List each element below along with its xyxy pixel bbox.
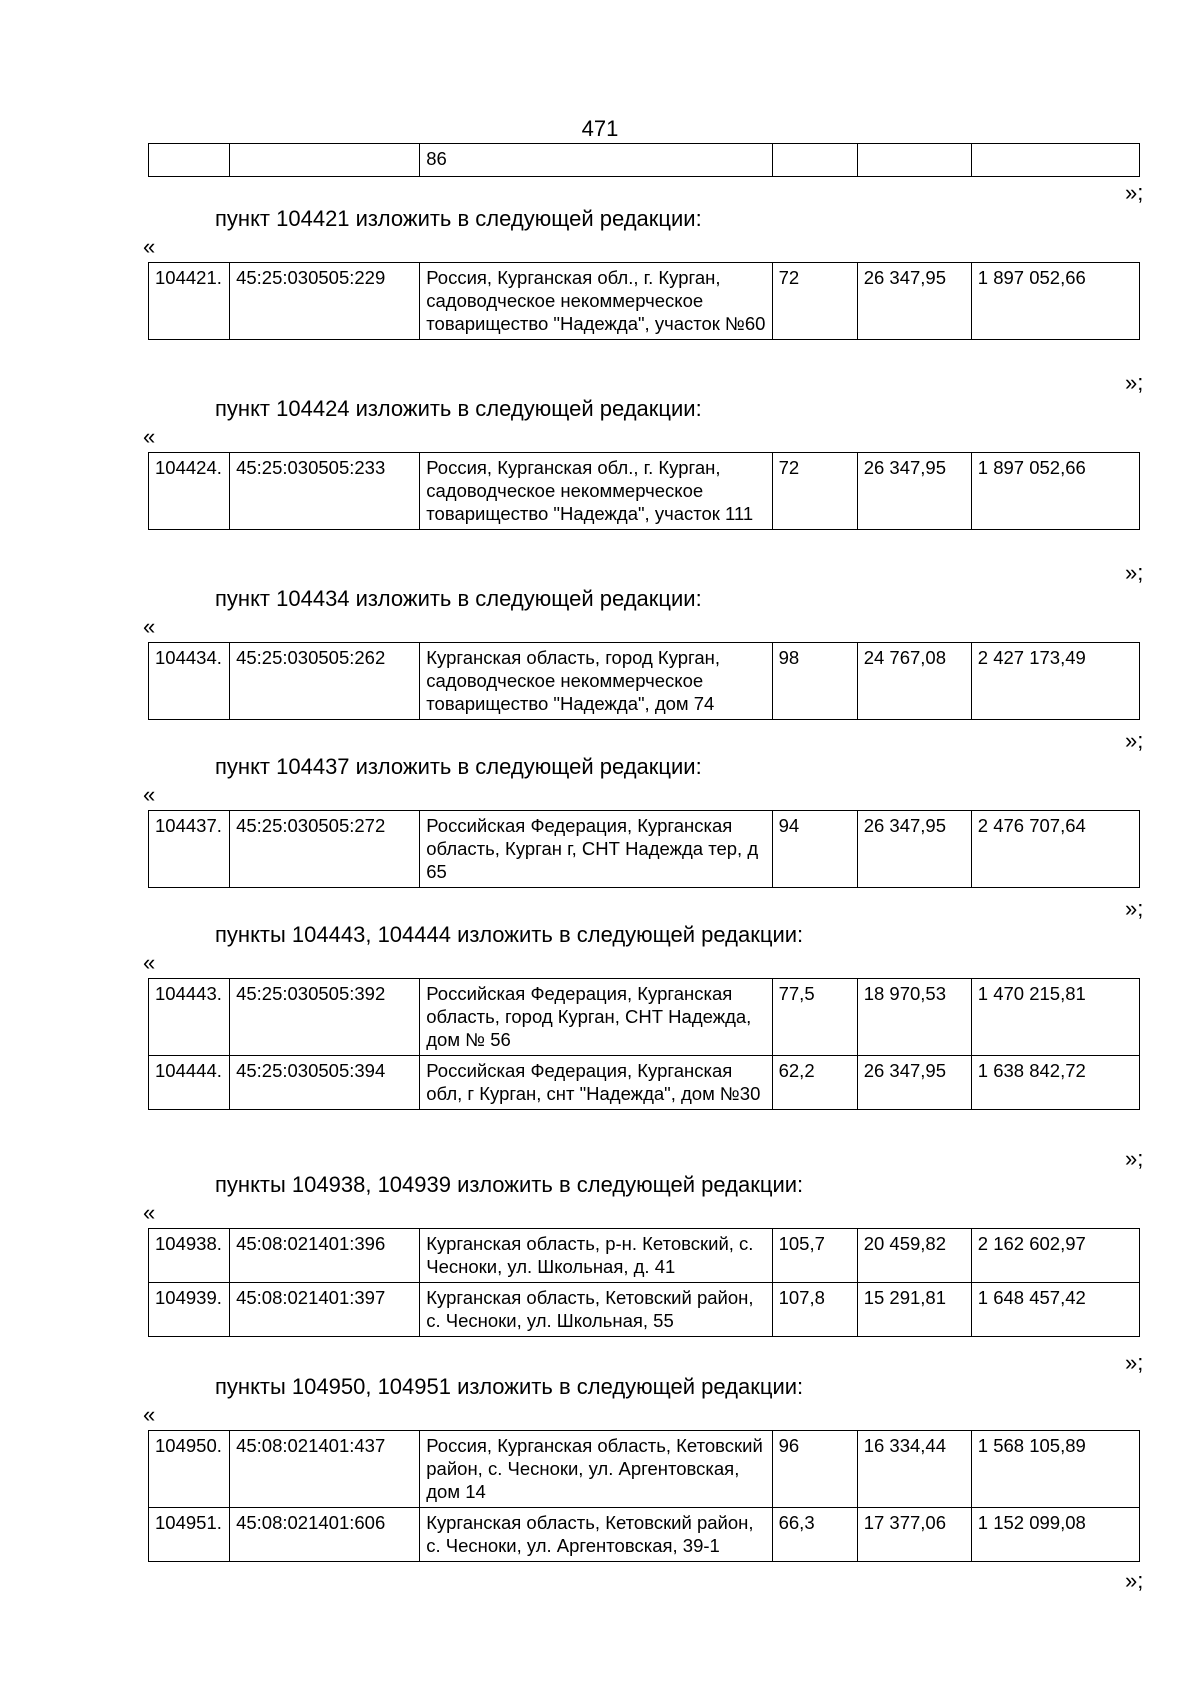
table-row bbox=[149, 1283, 1140, 1337]
section-heading: пункт 104437 изложить в следующей редакции: bbox=[215, 754, 702, 779]
closing-quote: »; bbox=[1125, 180, 1144, 205]
section-heading: пункт 104434 изложить в следующей редакции: bbox=[215, 586, 702, 611]
cell-cadastral: 45:25:030505:262 bbox=[230, 643, 420, 720]
cell-cadastral: 45:08:021401:437 bbox=[230, 1431, 420, 1508]
carryover-table bbox=[148, 143, 1140, 177]
cell-cadastral bbox=[230, 144, 420, 177]
cell-cadastral: 45:08:021401:396 bbox=[230, 1229, 420, 1283]
cell-cadastral: 45:25:030505:233 bbox=[230, 453, 420, 530]
page-number: 471 bbox=[581, 116, 619, 141]
cell-number: 104421. bbox=[149, 263, 230, 340]
cell-area: 62,2 bbox=[772, 1056, 857, 1110]
cell-number: 104424. bbox=[149, 453, 230, 530]
table-row bbox=[149, 1229, 1140, 1283]
cell-area: 98 bbox=[772, 643, 857, 720]
table-row bbox=[149, 1056, 1140, 1110]
cell-address: Россия, Курганская обл., г. Курган, садоводческое некоммерческое товарищество "Надежда", участок №60 bbox=[420, 263, 772, 340]
closing-quote: »; bbox=[1125, 370, 1144, 395]
cell-value bbox=[971, 144, 1139, 177]
table-row bbox=[149, 144, 1140, 177]
opening-quote: « bbox=[143, 1402, 156, 1427]
closing-quote: »; bbox=[1125, 896, 1144, 921]
cell-number: 104951. bbox=[149, 1508, 230, 1562]
section-heading: пункты 104443, 104444 изложить в следующей редакции: bbox=[215, 922, 804, 947]
cell-address: Россия, Курганская обл., г. Курган, садоводческое некоммерческое товарищество "Надежда", участок 111 bbox=[420, 453, 772, 530]
cell-value: 2 476 707,64 bbox=[971, 811, 1139, 888]
cell-value: 1 897 052,66 bbox=[971, 263, 1139, 340]
cell-price: 26 347,95 bbox=[857, 1056, 971, 1110]
closing-quote: »; bbox=[1125, 1146, 1144, 1171]
table-row bbox=[149, 643, 1140, 720]
cell-area bbox=[772, 144, 857, 177]
opening-quote: « bbox=[143, 614, 156, 639]
cell-number: 104434. bbox=[149, 643, 230, 720]
cell-number: 104437. bbox=[149, 811, 230, 888]
cell-number bbox=[149, 144, 230, 177]
cell-number: 104938. bbox=[149, 1229, 230, 1283]
cell-address: Российская Федерация, Курганская область, Курган г, СНТ Надежда тер, д 65 bbox=[420, 811, 772, 888]
entry-table bbox=[148, 978, 1140, 1110]
entry-table bbox=[148, 642, 1140, 720]
entry-table bbox=[148, 1430, 1140, 1562]
cell-area: 72 bbox=[772, 263, 857, 340]
cell-price bbox=[857, 144, 971, 177]
cell-price: 17 377,06 bbox=[857, 1508, 971, 1562]
cell-area: 72 bbox=[772, 453, 857, 530]
cell-price: 20 459,82 bbox=[857, 1229, 971, 1283]
opening-quote: « bbox=[143, 234, 156, 259]
cell-cadastral: 45:25:030505:392 bbox=[230, 979, 420, 1056]
cell-value: 2 427 173,49 bbox=[971, 643, 1139, 720]
cell-address: Российская Федерация, Курганская обл, г Курган, снт "Надежда", дом №30 bbox=[420, 1056, 772, 1110]
entry-table bbox=[148, 262, 1140, 340]
cell-area: 96 bbox=[772, 1431, 857, 1508]
cell-address: 86 bbox=[420, 144, 772, 177]
cell-area: 77,5 bbox=[772, 979, 857, 1056]
section-heading: пункт 104424 изложить в следующей редакции: bbox=[215, 396, 702, 421]
closing-quote: »; bbox=[1125, 1350, 1144, 1375]
entry-table bbox=[148, 1228, 1140, 1337]
cell-area: 66,3 bbox=[772, 1508, 857, 1562]
cell-number: 104939. bbox=[149, 1283, 230, 1337]
table-row bbox=[149, 453, 1140, 530]
section-heading: пункты 104950, 104951 изложить в следующей редакции: bbox=[215, 1374, 804, 1399]
cell-number: 104443. bbox=[149, 979, 230, 1056]
cell-address: Курганская область, Кетовский район, с. Чесноки, ул. Аргентовская, 39-1 bbox=[420, 1508, 772, 1562]
table-row bbox=[149, 811, 1140, 888]
table-row bbox=[149, 1508, 1140, 1562]
cell-cadastral: 45:25:030505:394 bbox=[230, 1056, 420, 1110]
cell-value: 1 568 105,89 bbox=[971, 1431, 1139, 1508]
section-heading: пункт 104421 изложить в следующей редакции: bbox=[215, 206, 702, 231]
cell-value: 1 897 052,66 bbox=[971, 453, 1139, 530]
cell-area: 107,8 bbox=[772, 1283, 857, 1337]
table-row bbox=[149, 263, 1140, 340]
entry-table bbox=[148, 452, 1140, 530]
cell-value: 1 638 842,72 bbox=[971, 1056, 1139, 1110]
cell-price: 24 767,08 bbox=[857, 643, 971, 720]
cell-area: 105,7 bbox=[772, 1229, 857, 1283]
cell-value: 1 470 215,81 bbox=[971, 979, 1139, 1056]
cell-cadastral: 45:25:030505:272 bbox=[230, 811, 420, 888]
cell-address: Российская Федерация, Курганская область, город Курган, СНТ Надежда, дом № 56 bbox=[420, 979, 772, 1056]
closing-quote: »; bbox=[1125, 728, 1144, 753]
cell-price: 16 334,44 bbox=[857, 1431, 971, 1508]
closing-quote: »; bbox=[1125, 560, 1144, 585]
cell-address: Курганская область, Кетовский район, с. Чесноки, ул. Школьная, 55 bbox=[420, 1283, 772, 1337]
opening-quote: « bbox=[143, 424, 156, 449]
opening-quote: « bbox=[143, 1200, 156, 1225]
table-row bbox=[149, 979, 1140, 1056]
cell-value: 2 162 602,97 bbox=[971, 1229, 1139, 1283]
cell-price: 26 347,95 bbox=[857, 263, 971, 340]
cell-price: 18 970,53 bbox=[857, 979, 971, 1056]
opening-quote: « bbox=[143, 782, 156, 807]
cell-number: 104950. bbox=[149, 1431, 230, 1508]
closing-quote: »; bbox=[1125, 1568, 1144, 1593]
cell-number: 104444. bbox=[149, 1056, 230, 1110]
cell-cadastral: 45:08:021401:606 bbox=[230, 1508, 420, 1562]
cell-address: Курганская область, р-н. Кетовский, с. Чесноки, ул. Школьная, д. 41 bbox=[420, 1229, 772, 1283]
cell-price: 15 291,81 bbox=[857, 1283, 971, 1337]
cell-area: 94 bbox=[772, 811, 857, 888]
opening-quote: « bbox=[143, 950, 156, 975]
entry-table bbox=[148, 810, 1140, 888]
table-row bbox=[149, 1431, 1140, 1508]
cell-address: Россия, Курганская область, Кетовский район, с. Чесноки, ул. Аргентовская, дом 14 bbox=[420, 1431, 772, 1508]
cell-cadastral: 45:08:021401:397 bbox=[230, 1283, 420, 1337]
cell-address: Курганская область, город Курган, садоводческое некоммерческое товарищество "Надежда", дом 74 bbox=[420, 643, 772, 720]
cell-value: 1 152 099,08 bbox=[971, 1508, 1139, 1562]
cell-price: 26 347,95 bbox=[857, 453, 971, 530]
section-heading: пункты 104938, 104939 изложить в следующей редакции: bbox=[215, 1172, 804, 1197]
cell-price: 26 347,95 bbox=[857, 811, 971, 888]
cell-value: 1 648 457,42 bbox=[971, 1283, 1139, 1337]
cell-cadastral: 45:25:030505:229 bbox=[230, 263, 420, 340]
